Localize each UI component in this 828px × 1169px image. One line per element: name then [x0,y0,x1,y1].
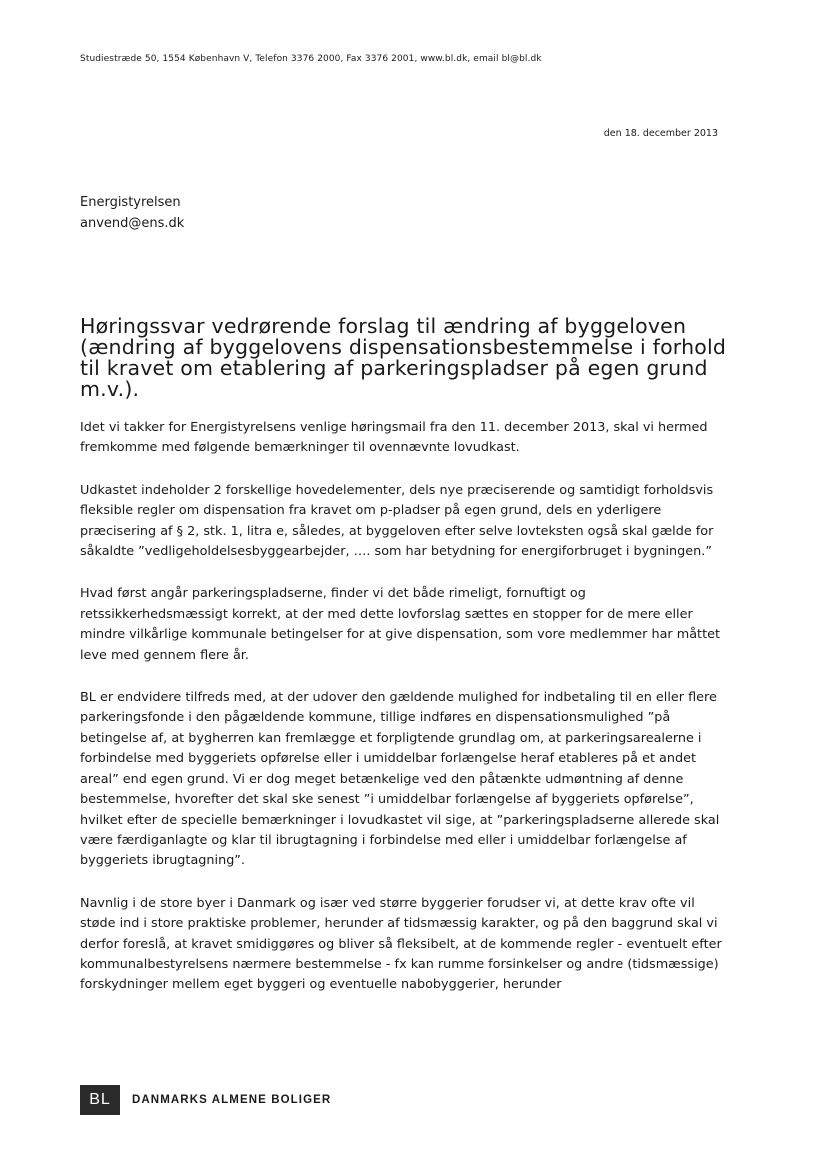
recipient-block [80,192,184,234]
recipient-email: anvend@ens.dk [80,216,185,231]
body-paragraph: Hvad først angår parkeringspladserne, finder vi det både rimeligt, fornuftigt og retssikkerhedsmæssigt korrekt, at der med dette lovforslag sættes en stopper for de mere eller mindre vilkårlige kommunale betingelser for at give dispensation, som vore medlemmer har måttet leve med gennem flere år. [80,586,720,663]
footer [80,1085,331,1115]
bl-logo: BL [80,1085,120,1115]
organization-name: DANMARKS ALMENE BOLIGER [132,1094,332,1106]
body-paragraph: Idet vi takker for Energistyrelsens venlige høringsmail fra den 11. december 2013, skal vi hermed fremkomme med følgende bemærkninger til ovennævnte lovudkast. [80,420,708,456]
letter-date: den 18. december 2013 [603,128,718,139]
body-paragraph: Navnlig i de store byer i Danmark og især ved større byggerier forudser vi, at dette krav ofte vil støde ind i store praktiske problemer, herunder af tidsmæssig karakter, og på den baggrund skal vi derfor foreslå, at kravet smidiggøres og bliver så fleksibelt, at de kommende regler - eventuelt efter kommunalbestyrelsens nærmere bestemmelse - fx kan rumme forsinkelser og andre (tidsmæssige) forskydninger mellem eget byggeri og eventuelle nabobyggerier, herunder [80,895,722,993]
letter-subject: Høringssvar vedrørende forslag til ændring af byggeloven (ændring af byggelovens dispensationsbestemmelse i forhold til kravet om etablering af parkeringspladser på egen grund m.v.). [80,314,727,401]
recipient-name: Energistyrelsen [80,195,181,210]
letter-body [80,418,730,1018]
body-paragraph: Udkastet indeholder 2 forskellige hovedelementer, dels nye præciserende og samtidigt forholdsvis fleksible regler om dispensation fra kravet om p-pladser på egen grund, dels en yderligere præcisering af § 2, stk. 1, litra e, således, at byggeloven efter selve lovteksten også skal gælde for såkaldte ”vedligeholdelsesbyggearbejder, …. som har betydning for energiforbruget i bygningen.” [80,482,714,560]
body-paragraph: BL er endvidere tilfreds med, at der udover den gældende mulighed for indbetaling til en eller flere parkeringsfonde i den pågældende kommune, tillige indføres en dispensationsmulighed ”på betingelse af, at bygherren kan fremlægge et forpligtende grundlag om, at parkeringsarealerne i forbindelse med byggeriets opførelse eller i umiddelbar forlængelse heraf etableres på et andet areal” end egen grund. Vi er dog meget betænkelige ved den påtænkte udmøntning af denne bestemmelse, hvorefter det skal ske senest ”i umiddelbar forlængelse af byggeriets opførelse”, hvilket efter de specielle bemærkninger i lovudkastet vil sige, at ”parkeringspladserne allerede skal være færdiganlagte og klar til ibrugtagning i forbindelse med eller i umiddelbar forlængelse af byggeriets ibrugtagning”. [80,690,720,869]
sender-address: Studiestræde 50, 1554 København V, Telefon 3376 2000, Fax 3376 2001, www.bl.dk, email bl@bl.dk [80,54,542,64]
